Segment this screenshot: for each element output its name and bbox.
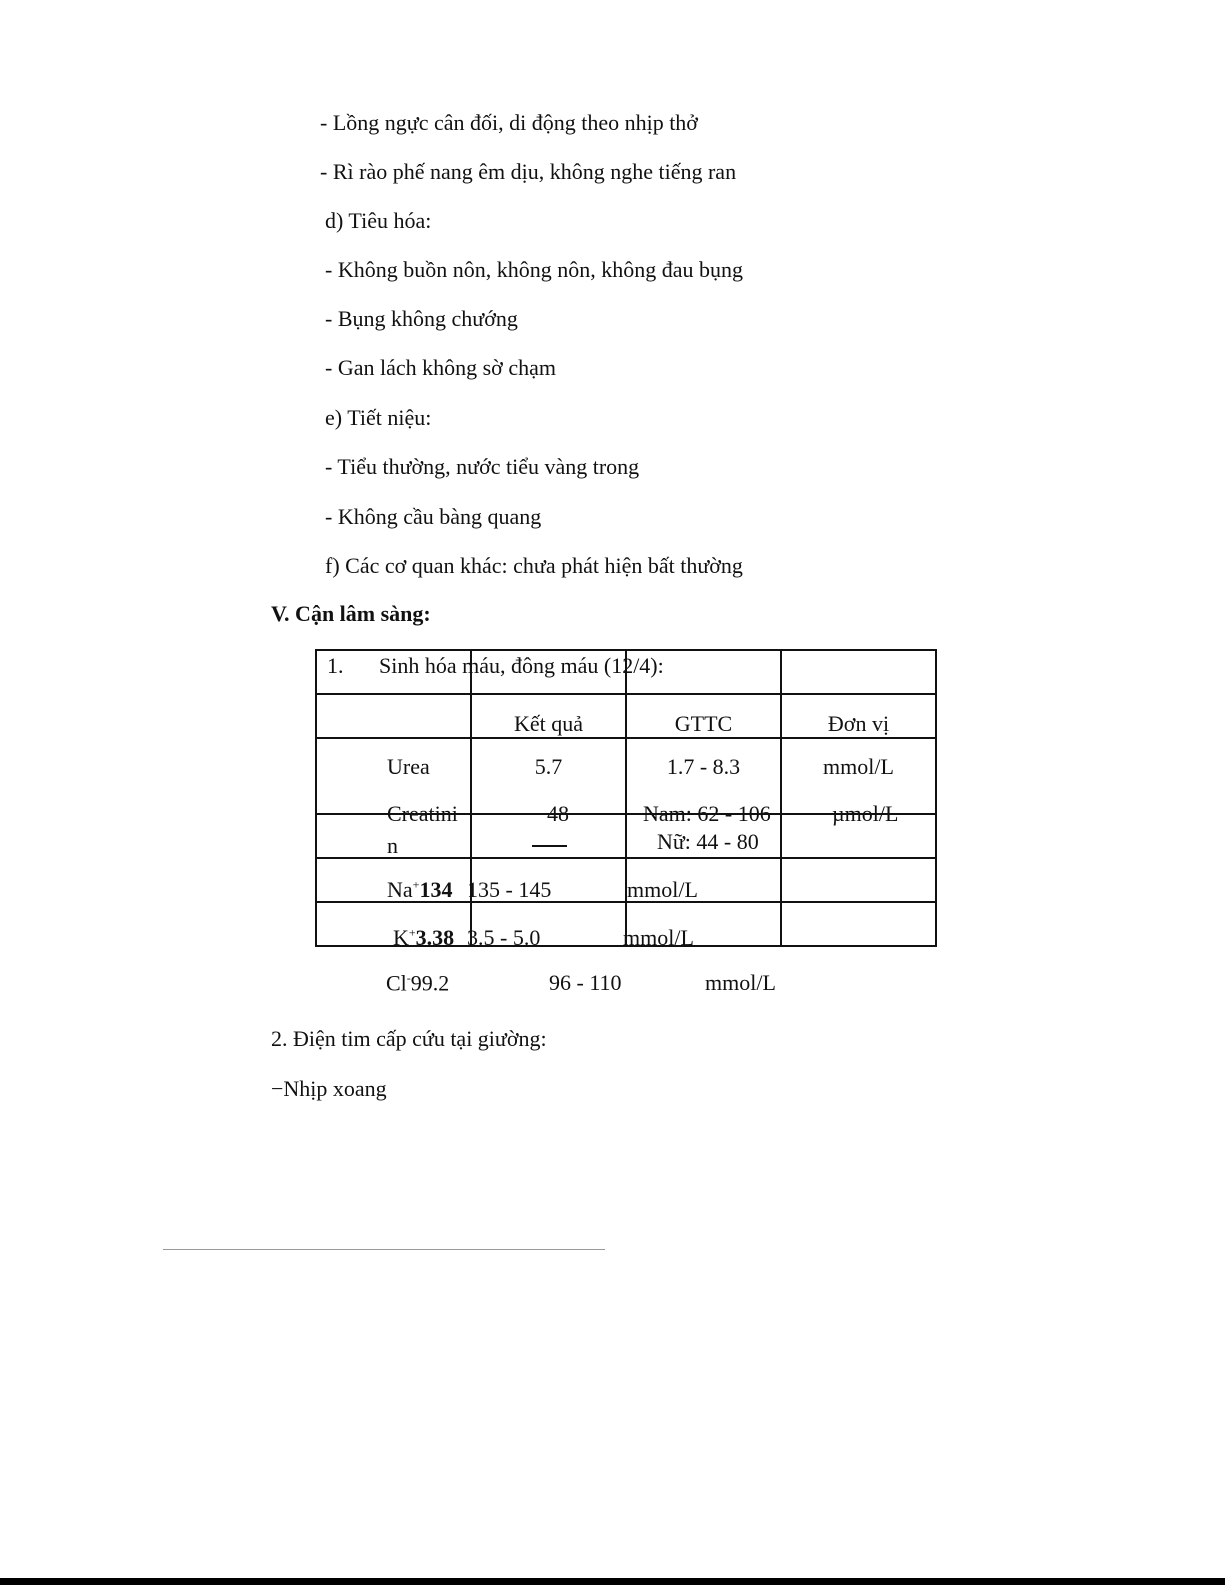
header-reference: GTTC xyxy=(626,694,781,738)
row-unit: mmol/L xyxy=(823,754,894,779)
header-result: Kết quả xyxy=(471,694,626,738)
header-unit: Đơn vị xyxy=(781,694,936,738)
text-line: - Lồng ngực cân đối, di động theo nhịp thở xyxy=(320,110,698,135)
cl-label: Cl-99.2 xyxy=(386,970,450,996)
footnote-divider xyxy=(163,1249,605,1250)
row-unit: mmol/L xyxy=(623,925,694,950)
table-title-number: 1. xyxy=(327,653,344,678)
ecg-line: −Nhịp xoang xyxy=(271,1076,387,1101)
row-range: 1.7 - 8.3 xyxy=(666,754,741,779)
table-header-row xyxy=(316,694,936,738)
text-line: - Gan lách không sờ chạm xyxy=(325,355,556,380)
dash-rule xyxy=(532,845,567,847)
ecg-heading: 2. Điện tim cấp cứu tại giường: xyxy=(271,1026,547,1051)
lab-results-table xyxy=(315,649,937,950)
table-title-row xyxy=(316,650,936,694)
text-line: - Tiểu thường, nước tiểu vàng trong xyxy=(325,454,640,479)
table-row xyxy=(316,902,936,946)
table-title: Sinh hóa máu, đông máu (12/4): xyxy=(379,653,664,678)
row-label: Urea xyxy=(387,754,430,779)
cl-unit: mmol/L xyxy=(705,970,776,995)
subsection-heading: e) Tiết niệu: xyxy=(325,405,432,430)
text-line: - Bụng không chướng xyxy=(325,306,518,331)
text-line: - Không cầu bàng quang xyxy=(325,504,542,529)
row-range-female: Nữ: 44 - 80 xyxy=(657,829,759,854)
text-line: - Rì rào phế nang êm dịu, không nghe tiếng ran xyxy=(320,159,737,184)
text-line: f) Các cơ quan khác: chưa phát hiện bất thường xyxy=(325,553,743,578)
row-label-cont: n xyxy=(387,833,398,858)
table-row xyxy=(316,814,936,858)
row-label: K+3.38 xyxy=(393,925,455,950)
row-range-male: Nam: 62 - 106 xyxy=(643,801,771,826)
row-range: 135 - 145 xyxy=(467,877,552,902)
row-range: 3.5 - 5.0 xyxy=(467,925,541,950)
section-heading: V. Cận lâm sàng: xyxy=(271,601,431,626)
subsection-heading: d) Tiêu hóa: xyxy=(325,208,432,233)
row-label: Na+134 xyxy=(387,877,453,902)
page-bottom-bar xyxy=(0,1578,1225,1585)
row-value: 48 xyxy=(547,801,569,826)
row-value: 5.7 xyxy=(534,754,563,779)
cl-range: 96 - 110 xyxy=(549,970,622,995)
row-unit: µmol/L xyxy=(832,801,899,826)
row-label: Creatini xyxy=(387,801,458,826)
row-unit: mmol/L xyxy=(627,877,698,902)
text-line: - Không buồn nôn, không nôn, không đau bụng xyxy=(325,257,743,282)
table-row xyxy=(316,858,936,902)
